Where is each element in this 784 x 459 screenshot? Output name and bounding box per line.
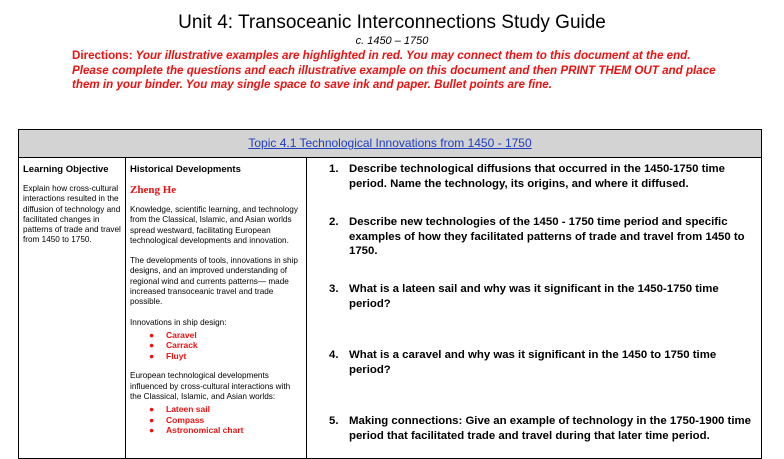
- zheng-he-example: Zheng He: [130, 184, 177, 196]
- page-title: Unit 4: Transoceanic Interconnections Study Guide: [178, 12, 606, 33]
- question-text: Describe new technologies of the 1450 - 1750 time period and specific examples of how they facilitated patterns of trade and travel from 1450 to 1750.: [349, 216, 745, 258]
- development-paragraph-1: Knowledge, scientific learning, and technology from the Classical, Islamic, and Asian worlds spread westward, facilitating European technological developments and innovation.: [130, 205, 298, 245]
- bullet-icon: ●: [149, 404, 155, 415]
- question-item: [315, 348, 753, 377]
- list-item: [130, 351, 302, 362]
- question-text: Making connections: Give an example of technology in the 1750-1900 time period that facilitated trade and travel during that later time period.: [349, 415, 751, 442]
- question-text: Describe technological diffusions that occurred in the 1450-1750 time period. Name the technology, its origins, and where it diffused.: [349, 163, 725, 190]
- question-item: [315, 282, 753, 311]
- topic-header: [19, 130, 761, 158]
- ship-design-list: [130, 330, 302, 362]
- question-number: 2.: [329, 216, 339, 229]
- date-range-subtitle: c. 1450 – 1750: [355, 35, 429, 47]
- bullet-icon: ●: [149, 350, 155, 361]
- ship-item-label: Caravel: [166, 329, 197, 340]
- learning-objective-heading: Learning Objective: [23, 164, 109, 175]
- list-item: [130, 340, 302, 351]
- directions-lead: Directions:: [72, 49, 133, 62]
- historical-developments-heading: Historical Developments: [130, 164, 241, 175]
- question-item: [315, 215, 753, 259]
- ship-design-intro: Innovations in ship design:: [130, 317, 227, 327]
- question-number: 1.: [329, 163, 339, 175]
- directions-body: Your illustrative examples are highlighted in red. You may connect them to this document at the end. Please complete the questions and each illustrative example on this document and then PRINT THEM OUT and place them in your binder. You may single space to save ink and paper. Bullet points are fine.: [72, 49, 716, 91]
- bullet-icon: ●: [149, 414, 155, 425]
- list-item: [130, 330, 302, 341]
- historical-developments-column: [126, 158, 307, 459]
- question-item: [315, 414, 753, 443]
- question-item: [315, 162, 753, 191]
- directions: [72, 49, 722, 93]
- question-number: 4.: [329, 349, 339, 362]
- tech-item-label: Lateen sail: [166, 404, 210, 415]
- learning-objective-text: Explain how cross-cultural interactions resulted in the diffusion of technology and facilitated changes in patterns of trade and travel from 1450 to 1750.: [23, 184, 121, 245]
- bullet-icon: ●: [149, 340, 155, 351]
- ship-item-label: Fluyt: [166, 350, 187, 361]
- list-item: [130, 404, 302, 415]
- question-text: What is a caravel and why was it significant in the 1450 to 1750 time period?: [349, 349, 717, 376]
- tech-item-label: Compass: [166, 414, 205, 425]
- tech-item-label: Astronomical chart: [166, 425, 244, 436]
- bullet-icon: ●: [149, 329, 155, 340]
- learning-objective-column: [19, 158, 126, 459]
- ship-item-label: Carrack: [166, 340, 198, 351]
- development-paragraph-3: European technological developments influenced by cross-cultural interactions with the Classical, Islamic, and Asian worlds:: [130, 371, 291, 402]
- question-list: [315, 162, 753, 444]
- study-guide-table: [18, 129, 762, 459]
- list-item: [130, 415, 302, 426]
- list-item: [130, 425, 302, 436]
- questions-column: [307, 158, 761, 459]
- topic-link[interactable]: Topic 4.1 Technological Innovations from 1450 - 1750: [248, 136, 532, 150]
- question-number: 3.: [329, 282, 339, 295]
- question-number: 5.: [329, 415, 339, 428]
- tech-list: [130, 404, 302, 436]
- development-paragraph-2: The developments of tools, innovations in ship designs, and an improved understanding of regional wind and currents patterns— made increased transoceanic travel and trade possible.: [130, 256, 298, 307]
- bullet-icon: ●: [149, 425, 155, 436]
- question-text: What is a lateen sail and why was it significant in the 1450-1750 time period?: [349, 282, 719, 310]
